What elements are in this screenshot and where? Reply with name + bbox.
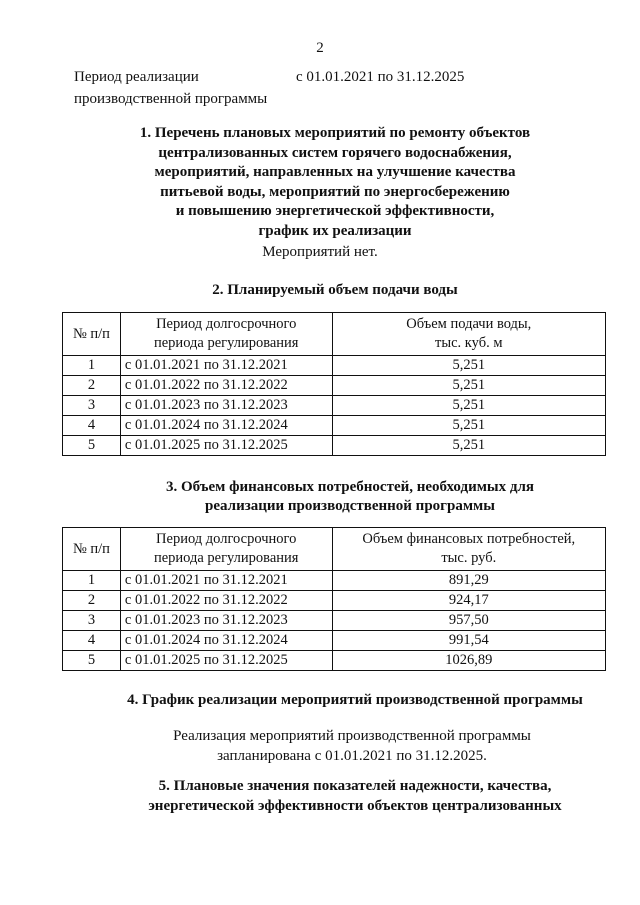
section3-title-line: реализации производственной программы xyxy=(205,498,495,514)
row-value: 5,251 xyxy=(332,396,605,416)
section1-title xyxy=(60,124,610,241)
header-period-line: периода регулирования xyxy=(153,550,299,566)
financial-needs-table xyxy=(62,527,606,671)
header-num: № п/п xyxy=(63,313,121,356)
row-period: с 01.01.2024 по 31.12.2024 xyxy=(120,416,332,436)
table-header-row xyxy=(63,528,606,571)
section4-title: 4. График реализации мероприятий производственной программы xyxy=(127,692,583,708)
row-num: 5 xyxy=(63,651,121,671)
section3-title-line: 3. Объем финансовых потребностей, необходимых для xyxy=(165,479,535,495)
section1-title-line: 1. Перечень плановых мероприятий по ремонту объектов xyxy=(139,125,531,141)
row-num: 4 xyxy=(63,631,121,651)
row-num: 1 xyxy=(63,356,121,376)
header-num: № п/п xyxy=(63,528,121,571)
section1-title-line: питьевой воды, мероприятий по энергосбережению xyxy=(160,183,510,200)
table-row xyxy=(63,611,606,631)
table-row xyxy=(63,356,606,376)
row-period: с 01.01.2025 по 31.12.2025 xyxy=(120,436,332,456)
row-num: 5 xyxy=(63,436,121,456)
table-row xyxy=(63,376,606,396)
row-value: 991,54 xyxy=(332,631,605,651)
header-value-line: Объем подачи воды, xyxy=(406,316,532,332)
section2-title: 2. Планируемый объем подачи воды xyxy=(212,282,458,298)
row-num: 2 xyxy=(63,376,121,396)
section1-title-line: график их реализации xyxy=(258,222,412,239)
table-row xyxy=(63,631,606,651)
header-value xyxy=(332,528,605,571)
header-period xyxy=(120,313,332,356)
row-period: с 01.01.2021 по 31.12.2021 xyxy=(120,571,332,591)
row-period: с 01.01.2024 по 31.12.2024 xyxy=(120,631,332,651)
row-period: с 01.01.2022 по 31.12.2022 xyxy=(120,376,332,396)
row-value: 957,50 xyxy=(332,611,605,631)
row-value: 5,251 xyxy=(332,376,605,396)
period-value: с 01.01.2021 по 31.12.2025 xyxy=(296,69,465,85)
header-value-line: Объем финансовых потребностей, xyxy=(362,531,576,547)
water-supply-table xyxy=(62,312,606,456)
header-value-line: тыс. куб. м xyxy=(435,335,503,351)
table-row xyxy=(63,571,606,591)
table-row xyxy=(63,651,606,671)
table-row xyxy=(63,416,606,436)
period-label: Период реализации производственной программы xyxy=(74,69,268,107)
row-num: 3 xyxy=(63,396,121,416)
table-row xyxy=(63,591,606,611)
section5-title xyxy=(80,776,630,816)
row-value: 891,29 xyxy=(332,571,605,591)
section4-note-line: Реализация мероприятий производственной программы xyxy=(173,728,531,744)
section1-title-line: централизованных систем горячего водоснабжения, xyxy=(158,144,512,161)
header-value xyxy=(332,313,605,356)
table-header-row xyxy=(63,313,606,356)
table-row xyxy=(63,436,606,456)
page-number: 2 xyxy=(316,40,324,56)
row-period: с 01.01.2023 по 31.12.2023 xyxy=(120,611,332,631)
row-value: 5,251 xyxy=(332,436,605,456)
row-value: 924,17 xyxy=(332,591,605,611)
row-num: 2 xyxy=(63,591,121,611)
table-row xyxy=(63,396,606,416)
section4-note-line: запланирована с 01.01.2021 по 31.12.2025. xyxy=(217,748,487,764)
row-value: 5,251 xyxy=(332,416,605,436)
section5-title-line: 5. Плановые значения показателей надежности, качества, xyxy=(158,778,552,794)
header-value-line: тыс. руб. xyxy=(441,550,497,566)
header-period-line: периода регулирования xyxy=(153,335,299,351)
row-period: с 01.01.2023 по 31.12.2023 xyxy=(120,396,332,416)
row-value: 5,251 xyxy=(332,356,605,376)
row-num: 1 xyxy=(63,571,121,591)
row-period: с 01.01.2021 по 31.12.2021 xyxy=(120,356,332,376)
header-period-line: Период долгосрочного xyxy=(156,531,297,547)
row-num: 4 xyxy=(63,416,121,436)
section1-title-line: и повышению энергетической эффективности, xyxy=(175,203,495,219)
header-period-line: Период долгосрочного xyxy=(156,316,297,332)
row-period: с 01.01.2025 по 31.12.2025 xyxy=(120,651,332,671)
section1-title-line: мероприятий, направленных на улучшение качества xyxy=(154,164,516,180)
row-value: 1026,89 xyxy=(332,651,605,671)
section5-title-line: энергетической эффективности объектов централизованных xyxy=(148,798,562,814)
section1-note: Мероприятий нет. xyxy=(262,244,378,260)
header-period xyxy=(120,528,332,571)
row-num: 3 xyxy=(63,611,121,631)
section4-note xyxy=(0,726,640,766)
row-period: с 01.01.2022 по 31.12.2022 xyxy=(120,591,332,611)
section3-title xyxy=(100,478,600,516)
